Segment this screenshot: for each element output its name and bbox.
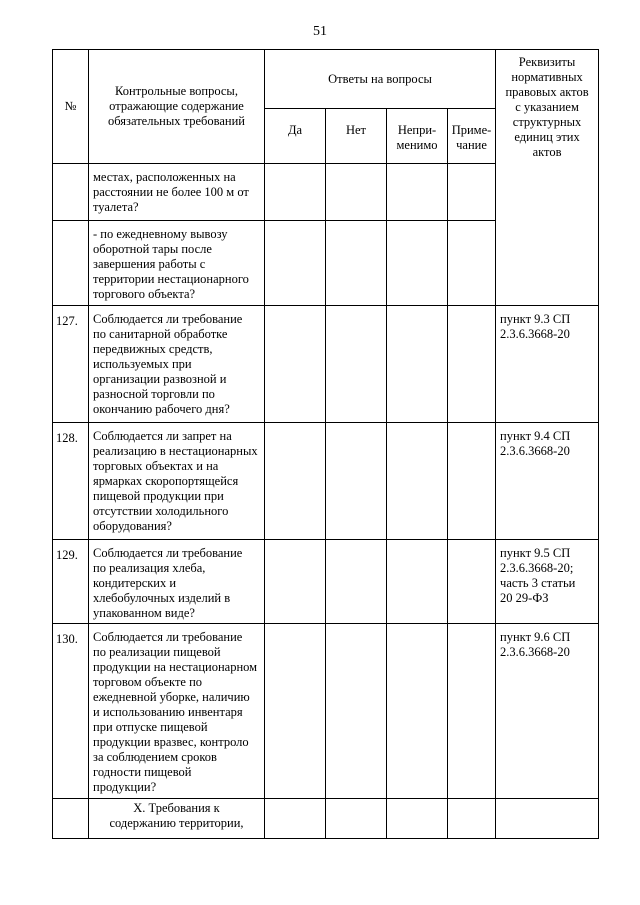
- answer-not-applicable-cell[interactable]: [387, 624, 448, 799]
- answer-not-applicable-cell[interactable]: [387, 221, 448, 306]
- row-requisites-text: пункт 9.4 СП 2.3.6.3668-20: [500, 429, 571, 458]
- row-requisites-text: пункт 9.6 СП 2.3.6.3668-20: [500, 630, 571, 659]
- section-requisites: [496, 799, 599, 839]
- header-not-applicable: [387, 109, 448, 164]
- header-not-applicable-text: Непри- менимо: [396, 123, 438, 152]
- answer-note-cell[interactable]: [448, 799, 496, 839]
- answer-note-cell[interactable]: [448, 423, 496, 540]
- header-question: [89, 50, 265, 164]
- answer-yes-cell[interactable]: [265, 306, 326, 423]
- row-question-text: местах, расположенных на расстоянии не более 100 м от туалета?: [93, 170, 249, 214]
- section-title-text: X. Требования к содержанию территории,: [109, 801, 244, 830]
- answer-note-cell[interactable]: [448, 540, 496, 624]
- row-requisites-text: пункт 9.3 СП 2.3.6.3668-20: [500, 312, 571, 341]
- answer-not-applicable-cell[interactable]: [387, 540, 448, 624]
- row-number: 127.: [53, 306, 89, 423]
- answer-no-cell[interactable]: [326, 164, 387, 221]
- row-question-text: Соблюдается ли требование по санитарной обработке передвижных средств, используемых при организации развозной и разносной торговли по окончанию рабочего дня?: [93, 312, 243, 416]
- header-no: Нет: [326, 109, 387, 164]
- answer-not-applicable-cell[interactable]: [387, 799, 448, 839]
- header-yes: Да: [265, 109, 326, 164]
- header-num: №: [53, 50, 89, 164]
- row-question: [89, 306, 265, 423]
- header-note-text: Приме- чание: [451, 123, 492, 152]
- section-number: [53, 799, 89, 839]
- row-requisites: [496, 540, 599, 624]
- header-answers: Ответы на вопросы: [265, 50, 496, 109]
- answer-note-cell[interactable]: [448, 221, 496, 306]
- row-number: 129.: [53, 540, 89, 624]
- answer-no-cell[interactable]: [326, 540, 387, 624]
- row-requisites: [496, 423, 599, 540]
- row-requisites: [496, 306, 599, 423]
- answer-yes-cell[interactable]: [265, 799, 326, 839]
- answer-note-cell[interactable]: [448, 164, 496, 221]
- header-row-top: [53, 50, 599, 109]
- table-row: [53, 540, 599, 624]
- header-requisites: [496, 50, 599, 306]
- answer-yes-cell[interactable]: [265, 624, 326, 799]
- answer-yes-cell[interactable]: [265, 221, 326, 306]
- section-row: [53, 799, 599, 839]
- answer-yes-cell[interactable]: [265, 540, 326, 624]
- answer-not-applicable-cell[interactable]: [387, 306, 448, 423]
- row-question: [89, 540, 265, 624]
- answer-no-cell[interactable]: [326, 221, 387, 306]
- row-number: 130.: [53, 624, 89, 799]
- row-number: 128.: [53, 423, 89, 540]
- row-number: [53, 164, 89, 221]
- row-question-text: Соблюдается ли требование по реализации пищевой продукции на нестационарном торговом объекте по ежедневной уборке, наличию и использованию инвентаря при отпуске пищевой продукции вразвес, контроло за соблюдением сроков годности пищевой продукции?: [93, 630, 258, 794]
- row-question: [89, 423, 265, 540]
- row-requisites-text: пункт 9.5 СП 2.3.6.3668-20; часть 3 статьи 20 29-ФЗ: [500, 546, 576, 605]
- header-requisites-text: Реквизиты нормативных правовых актов с указанием структурных единиц этих актов: [505, 55, 589, 159]
- answer-yes-cell[interactable]: [265, 423, 326, 540]
- row-question: [89, 164, 265, 221]
- table-row: [53, 624, 599, 799]
- row-number: [53, 221, 89, 306]
- answer-note-cell[interactable]: [448, 306, 496, 423]
- checklist-table: [52, 49, 599, 839]
- answer-not-applicable-cell[interactable]: [387, 423, 448, 540]
- row-requisites: [496, 624, 599, 799]
- section-title: [89, 799, 265, 839]
- table-row: [53, 306, 599, 423]
- answer-no-cell[interactable]: [326, 624, 387, 799]
- row-question-text: Соблюдается ли запрет на реализацию в нестационарных торговых объектах и на ярмарках скоропортящейся пищевой продукции при отсутствии холодильного оборудования?: [93, 429, 258, 533]
- row-question-text: Соблюдается ли требование по реализация хлеба, кондитерских и хлебобулочных изделий в упакованном виде?: [93, 546, 243, 620]
- answer-note-cell[interactable]: [448, 624, 496, 799]
- header-question-text: Контрольные вопросы, отражающие содержание обязательных требований: [108, 84, 245, 128]
- answer-not-applicable-cell[interactable]: [387, 164, 448, 221]
- answer-no-cell[interactable]: [326, 306, 387, 423]
- row-question: [89, 624, 265, 799]
- answer-yes-cell[interactable]: [265, 164, 326, 221]
- row-question-text: - по ежедневному вывозу оборотной тары после завершения работы с территории нестационарного торгового объекта?: [93, 227, 249, 301]
- answer-no-cell[interactable]: [326, 423, 387, 540]
- row-question: [89, 221, 265, 306]
- answer-no-cell[interactable]: [326, 799, 387, 839]
- header-note: [448, 109, 496, 164]
- table-row: [53, 423, 599, 540]
- page-number: 51: [313, 24, 327, 39]
